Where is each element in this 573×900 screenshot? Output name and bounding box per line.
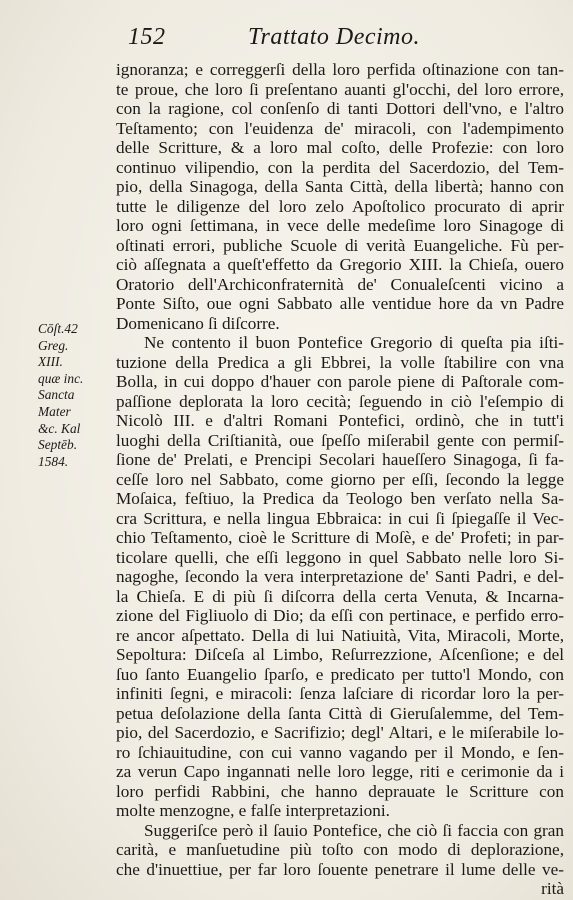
margin-note-line: 1584. bbox=[38, 453, 69, 469]
text-line: tutte le diligenze del loro zelo Apoſtolico procurato di aprir bbox=[116, 196, 564, 216]
text-line: carità, e manſuetudine più toſto con modo di deplorazione, bbox=[116, 840, 564, 859]
text-line: ticolare quelli, che eſſi leggono in quel Sabbato nelle loro Si- bbox=[116, 547, 564, 567]
text-line: molte menzogne, e falſe interpretazioni. bbox=[116, 801, 390, 820]
text-line: loro perfidi Rabbini, che hanno deprauate le Scritture con bbox=[116, 781, 564, 801]
text-line: ſuo ſanto Euangelio ſparſo, e predicato per tutto'l Mondo, con bbox=[116, 664, 564, 684]
margin-note-line: quæ inc. bbox=[38, 370, 84, 386]
text-line: ceſſe loro nel Sabbato, come giorno per eſſi, ſecondo la legge bbox=[116, 469, 564, 489]
text-line: ro ſchiauitudine, con cui vanno vagando per il Mondo, e ſen- bbox=[116, 742, 564, 762]
text-line: pio, della Sinagoga, della Santa Città, della libertà; hanno con bbox=[116, 177, 564, 196]
running-title: Trattato Decimo. bbox=[248, 24, 421, 50]
text-line: paſſione deplorata la loro cecità; ſeguendo in ciò l'eſempio di bbox=[116, 391, 564, 411]
text-line: luoghi della Criſtianità, oue ſpeſſo miſerabil gente con permiſ- bbox=[116, 430, 564, 450]
margin-note-line: &c. Kal bbox=[38, 420, 81, 436]
text-line: za verun Capo ingannati nelle loro legge, riti e cerimonie da i bbox=[116, 762, 564, 781]
text-line: Ponte Siſto, oue ogni Sabbato alle ventidue hore da vn Padre bbox=[116, 294, 564, 313]
text-line: loro ogni ſettimana, in vece delle medeſime loro Sinagoge di bbox=[116, 216, 564, 235]
text-line: continuo vilipendio, con la perdita del Sacerdozio, del Tem- bbox=[116, 157, 564, 177]
text-line: Nicolò III. e d'altri Romani Pontefici, ordinò, che in tutt'i bbox=[116, 411, 564, 430]
text-line: Bolla, in cui doppo d'hauer con parole piene di Paſtorale com- bbox=[116, 372, 564, 391]
text-line: re ancor aſpettato. Della di lui Natiuità, Vita, Miracoli, Morte, bbox=[116, 625, 564, 645]
text-line: Moſaica, feſtiuo, la Predica da Teologo ben verſato nella Sa- bbox=[116, 489, 564, 508]
text-line: Sepoltura: Diſceſa al Limbo, Reſurrezzione, Aſcenſione; e del bbox=[116, 645, 564, 664]
text-line: che d'inuettiue, per far loro ſouente penetrare il lume delle ve- bbox=[116, 859, 564, 879]
text-line: zione del Figliuolo di Dio; da eſſi con pertinace, e perfido erro- bbox=[116, 606, 564, 625]
page-header bbox=[128, 24, 458, 54]
text-line: tuzione della Predica a gli Ebbrei, la volle ſtabilire con vna bbox=[116, 352, 564, 372]
text-line: petua deſolazione della ſanta Città di Gieruſalemme, del Tem- bbox=[116, 703, 564, 723]
margin-note-line: Septēb. bbox=[38, 437, 78, 453]
margin-note-line: Sancta bbox=[38, 387, 75, 403]
text-line: con la ragione, col conſenſo di tanti Dottori dell'vno, e l'altro bbox=[116, 99, 564, 118]
text-line: te proue, che loro ſi preſentano auanti gl'occhi, del loro errore, bbox=[116, 79, 564, 99]
text-line: Ne contento il buon Pontefice Gregorio di queſta pia iſti- bbox=[144, 333, 564, 352]
text-line: ciò aſſegnata a queſt'effetto da Gregorio XIII. la Chieſa, ouero bbox=[116, 255, 564, 274]
text-line: Domenicano ſi diſcorre. bbox=[116, 313, 280, 333]
text-line: rità bbox=[541, 879, 564, 898]
text-line: nagoghe, ſecondo la vera interpretazione de' Santi Padri, e del- bbox=[116, 567, 564, 586]
text-line: Teſtamento; con l'euidenza de' miracoli, con l'adempimento bbox=[116, 118, 564, 138]
text-line: infiniti ſegni, e miracoli: ſenza laſciare di ricordar loro la per- bbox=[116, 684, 564, 703]
text-line: pio, del Sacerdozio, e Sacrifizio; degl' Altari, e le miſerabile lo- bbox=[116, 723, 564, 742]
text-line: chio Teſtamento, cioè le Scritture di Moſè, e de' Profeti; in par- bbox=[116, 528, 564, 547]
text-line: Suggeriſce però il ſauio Pontefice, che ciò ſi faccia con gran bbox=[144, 820, 564, 840]
text-line: delle Scritture, & a loro mal coſto, delle Profezie: con loro bbox=[116, 138, 564, 157]
margin-note-line: Cōſt.42 bbox=[38, 321, 78, 336]
text-line: la Chieſa. E di più ſi diſcorra della certa Venuta, & Incarna- bbox=[116, 586, 564, 606]
text-line: ſione de' Prelati, e Prencipi Secolari haueſſero Sinagoga, ſi fa- bbox=[116, 450, 564, 469]
text-line: oſtinati errori, publiche Scuole di verità Euangeliche. Fù per- bbox=[116, 235, 564, 255]
text-line: cra Scrittura, e nella lingua Ebbraica: in cui ſi ſpiegaſſe il Vec- bbox=[116, 508, 564, 528]
margin-note-line: XIII. bbox=[38, 354, 63, 370]
body-text bbox=[116, 60, 564, 899]
marginal-note bbox=[38, 321, 110, 470]
text-line: ignoranza; e correggerſi della loro perfida oſtinazione con tan- bbox=[116, 60, 564, 79]
margin-note-line: Mater bbox=[38, 403, 71, 419]
page-number: 152 bbox=[128, 24, 166, 50]
margin-note-line: Greg. bbox=[38, 337, 69, 353]
text-line: Oratorio dell'Archiconfraternità de' Conualeſcenti vicino a bbox=[116, 274, 564, 294]
